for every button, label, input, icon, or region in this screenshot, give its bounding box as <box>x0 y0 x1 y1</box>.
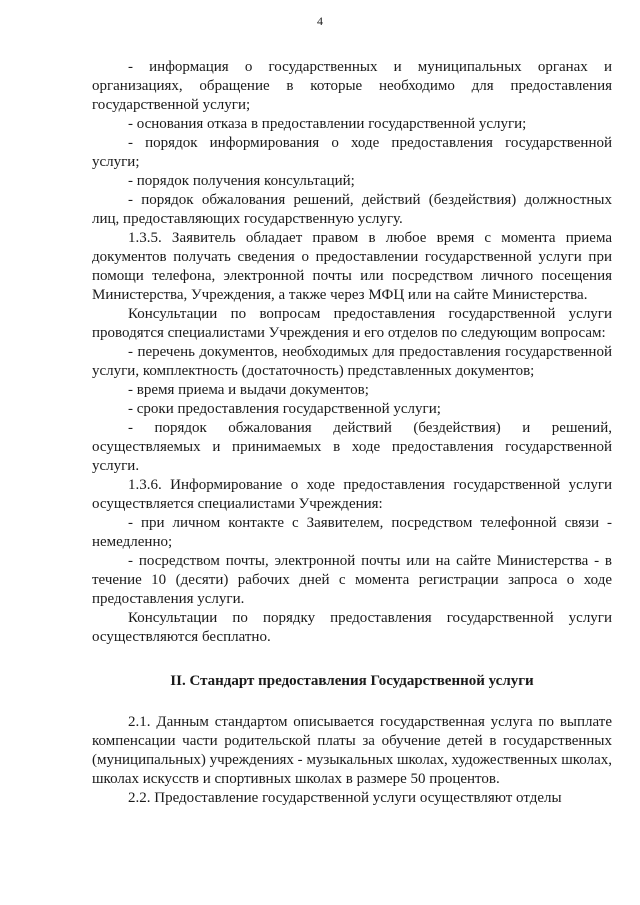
list-item-consultation-procedure: - порядок получения консультаций; <box>128 173 355 189</box>
document-body <box>92 58 612 808</box>
list-item-documents: - перечень документов, необходимых для предоставления государственной услуги, комплектность (достаточность) представленных документов; <box>92 344 612 379</box>
page-number: 4 <box>317 14 323 28</box>
list-item-service-terms: - сроки предоставления государственной услуги; <box>128 401 441 417</box>
list-item-informing-procedure: - порядок информирования о ходе предоставления государственной услуги; <box>92 135 612 170</box>
list-item-reception-time: - время приема и выдачи документов; <box>128 382 369 398</box>
list-item-mail-response: - посредством почты, электронной почты или на сайте Министерства - в течение 10 (десяти) рабочих дней с момента регистрации запроса о ходе предоставления услуги. <box>92 553 612 607</box>
consultation-intro: Консультации по вопросам предоставления государственной услуги проводятся специалистами Учреждения и его отделов по следующим вопросам: <box>92 306 612 341</box>
list-item-government-bodies: - информация о государственных и муниципальных органах и организациях, обращение в которые необходимо для предоставления государственной услуги; <box>92 59 612 113</box>
clause-2-2: 2.2. Предоставление государственной услуги осуществляют отделы <box>128 790 562 806</box>
section-heading: II. Стандарт предоставления Государственной услуги <box>170 673 534 689</box>
list-item-refusal-grounds: - основания отказа в предоставлении государственной услуги; <box>128 116 527 132</box>
list-item-personal-contact: - при личном контакте с Заявителем, посредством телефонной связи - немедленно; <box>92 515 612 550</box>
clause-2-1: 2.1. Данным стандартом описывается государственная услуга по выплате компенсации части родительской платы за обучение детей в государственных (муниципальных) учреждениях - музыкальных школах, художественных школах, школах искусств и спортивных школах в размере 50 процентов. <box>92 714 612 787</box>
list-item-appeal-actions: - порядок обжалования действий (бездействия) и решений, осуществляемых и принимаемых в ходе предоставления государственной услуги. <box>92 420 612 474</box>
clause-1-3-6: 1.3.6. Информирование о ходе предоставления государственной услуги осуществляется специалистами Учреждения: <box>92 477 612 512</box>
consultation-free-note: Консультации по порядку предоставления государственной услуги осуществляются бесплатно. <box>92 610 612 645</box>
clause-1-3-5: 1.3.5. Заявитель обладает правом в любое время с момента приема документов получать сведения о предоставлении государственной услуги при помощи телефона, электронной почты или посредством личного посещения Министерства, Учреждения, а также через МФЦ или на сайте Министерства. <box>92 230 612 303</box>
list-item-appeal-procedure: - порядок обжалования решений, действий (бездействия) должностных лиц, предоставляющих государственную услугу. <box>92 192 612 227</box>
